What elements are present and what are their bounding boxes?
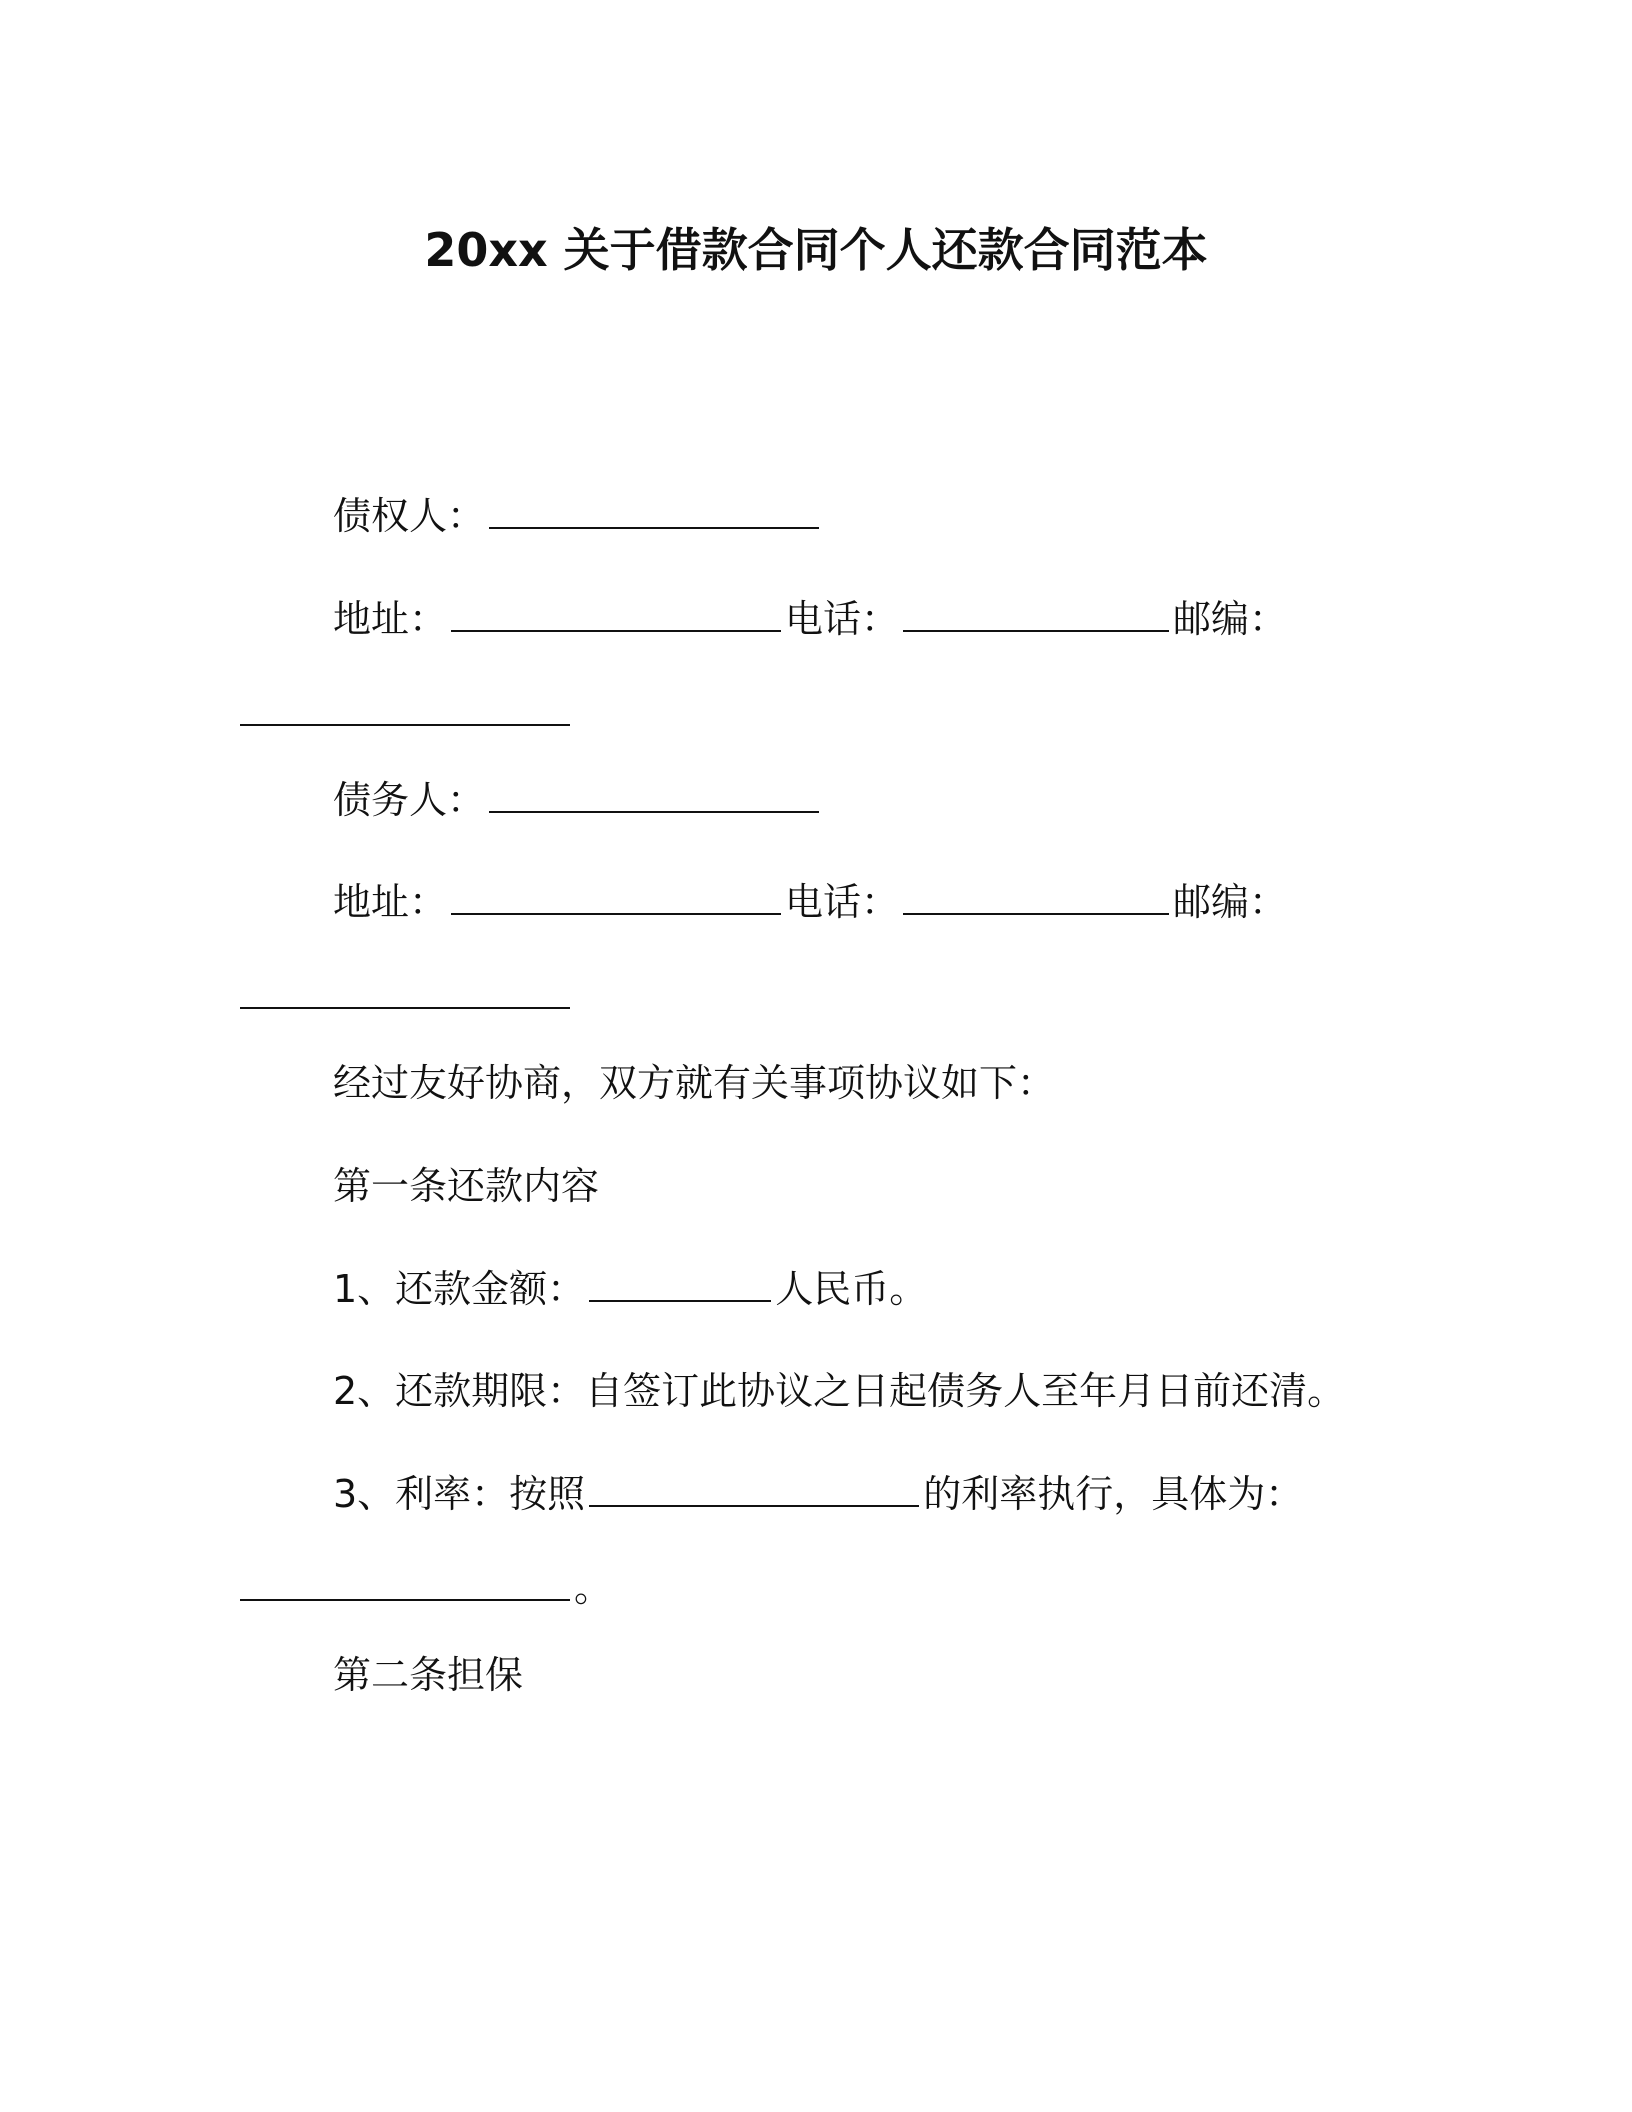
article1-heading: 第一条还款内容 <box>333 1164 600 1208</box>
debtor-address-line <box>333 877 1287 927</box>
creditor-address-blank[interactable] <box>451 594 781 632</box>
agreement-intro: 经过友好协商，双方就有关事项协议如下： <box>333 1061 1056 1105</box>
repayment-amount-blank[interactable] <box>589 1264 771 1302</box>
creditor-label: 债权人： <box>333 494 486 538</box>
item3-line <box>333 1469 1303 1519</box>
debtor-address-label: 地址： <box>333 880 448 924</box>
item1-suffix: 人民币。 <box>775 1267 928 1311</box>
creditor-line <box>333 491 823 541</box>
item3-continuation <box>240 1563 612 1613</box>
creditor-postcode-label: 邮编： <box>1173 597 1288 641</box>
debtor-line <box>333 775 823 825</box>
interest-detail-blank[interactable] <box>240 1563 570 1601</box>
creditor-blank[interactable] <box>489 491 819 529</box>
debtor-blank[interactable] <box>489 775 819 813</box>
creditor-postcode-blank[interactable] <box>240 688 570 726</box>
creditor-address-line <box>333 594 1287 644</box>
item1-line <box>333 1264 927 1314</box>
article2-heading: 第二条担保 <box>333 1653 524 1697</box>
debtor-postcode-line <box>240 971 574 1021</box>
item1-prefix: 1、还款金额： <box>333 1267 586 1311</box>
interest-basis-blank[interactable] <box>589 1469 919 1507</box>
creditor-phone-blank[interactable] <box>903 594 1169 632</box>
debtor-label: 债务人： <box>333 778 486 822</box>
creditor-postcode-line <box>240 688 574 738</box>
creditor-phone-label: 电话： <box>785 597 900 641</box>
item3-end: 。 <box>574 1566 613 1610</box>
debtor-phone-blank[interactable] <box>903 877 1169 915</box>
debtor-phone-label: 电话： <box>785 880 900 924</box>
debtor-address-blank[interactable] <box>451 877 781 915</box>
debtor-postcode-blank[interactable] <box>240 971 570 1009</box>
item3-prefix: 3、利率：按照 <box>333 1472 586 1516</box>
debtor-postcode-label: 邮编： <box>1173 880 1288 924</box>
document-title: 20xx 关于借款合同个人还款合同范本 <box>424 223 1208 277</box>
item3-suffix: 的利率执行，具体为： <box>923 1472 1304 1516</box>
item2-line: 2、还款期限：自签订此协议之日起债务人至年月日前还清。 <box>333 1369 1346 1413</box>
creditor-address-label: 地址： <box>333 597 448 641</box>
